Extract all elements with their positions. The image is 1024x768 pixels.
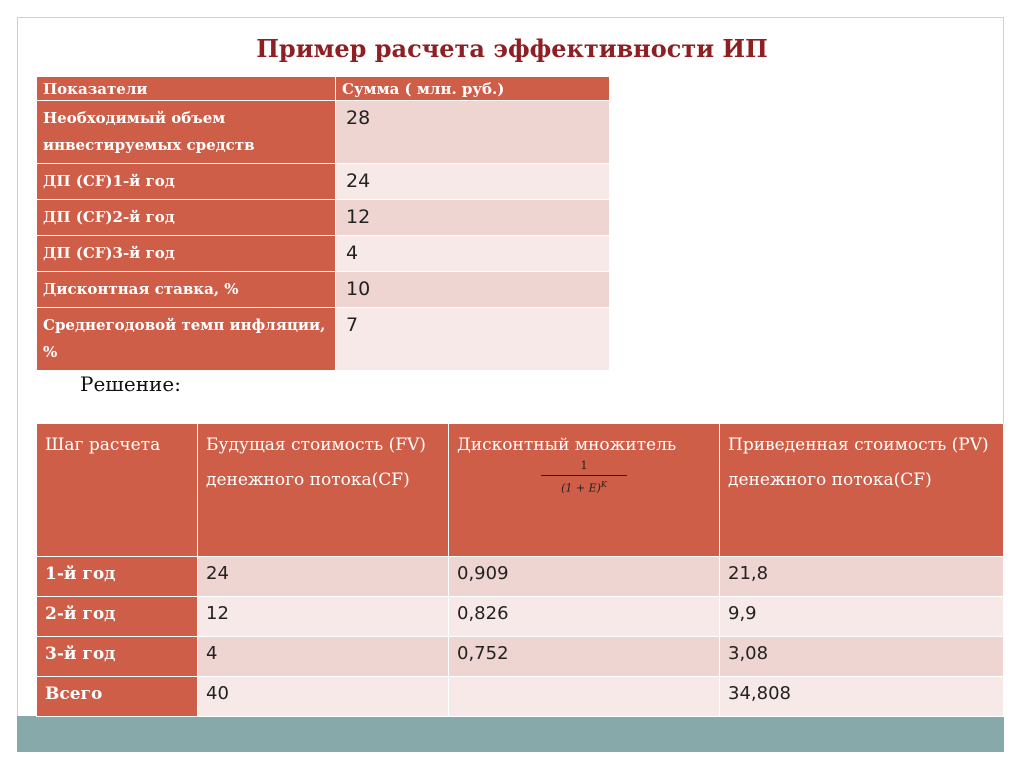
table-row (37, 236, 610, 272)
formula-numerator: 1 (580, 459, 588, 472)
formula-fraction-bar (541, 475, 627, 476)
row-label: Необходимый объем инвестируемых средств (37, 101, 336, 164)
solution-label: Решение: (80, 372, 181, 396)
header-amount: Сумма ( млн. руб.) (336, 77, 610, 101)
row-fv: 4 (198, 637, 449, 677)
header-present-value: Приведенная стоимость (PV) денежного потока(CF) (720, 424, 1004, 557)
row-value: 7 (336, 308, 610, 371)
row-step: 2-й год (37, 597, 198, 637)
discount-formula (457, 459, 711, 496)
table-row (37, 308, 610, 371)
row-value: 12 (336, 200, 610, 236)
row-pv: 21,8 (720, 557, 1004, 597)
header-future-value: Будущая стоимость (FV) денежного потока(CF) (198, 424, 449, 557)
header-discount-factor (449, 424, 720, 557)
row-pv: 3,08 (720, 637, 1004, 677)
table-row (37, 637, 1004, 677)
row-value: 24 (336, 164, 610, 200)
header-step: Шаг расчета (37, 424, 198, 557)
row-fv: 24 (198, 557, 449, 597)
header-indicators: Показатели (37, 77, 336, 101)
row-value: 4 (336, 236, 610, 272)
calculation-table (36, 423, 1004, 717)
table-row (37, 164, 610, 200)
row-step: 1-й год (37, 557, 198, 597)
row-value: 28 (336, 101, 610, 164)
table-header-row (37, 77, 610, 101)
row-factor: 0,909 (449, 557, 720, 597)
row-step: 3-й год (37, 637, 198, 677)
row-label: ДП (CF)2-й год (37, 200, 336, 236)
slide-title: Пример расчета эффективности ИП (256, 34, 768, 63)
table-row (37, 557, 1004, 597)
indicators-table (36, 76, 610, 371)
row-fv: 12 (198, 597, 449, 637)
row-label: ДП (CF)1-й год (37, 164, 336, 200)
table-header-row (37, 424, 1004, 557)
table-row (37, 677, 1004, 717)
bottom-bar (17, 716, 1004, 752)
row-label: Дисконтная ставка, % (37, 272, 336, 308)
table-row (37, 597, 1004, 637)
table-row (37, 272, 610, 308)
row-label: ДП (CF)3-й год (37, 236, 336, 272)
formula-denominator: $(1 + E)^K$ (561, 480, 607, 495)
row-factor: 0,752 (449, 637, 720, 677)
row-pv: 34,808 (720, 677, 1004, 717)
header-discount-factor-label: Дисконтный множитель (457, 435, 677, 455)
row-value: 10 (336, 272, 610, 308)
row-fv: 40 (198, 677, 449, 717)
table-row (37, 200, 610, 236)
row-factor (449, 677, 720, 717)
formula-exponent: K (600, 480, 607, 489)
row-label: Среднегодовой темп инфляции, % (37, 308, 336, 371)
row-pv: 9,9 (720, 597, 1004, 637)
row-factor: 0,826 (449, 597, 720, 637)
table-row (37, 101, 610, 164)
row-step: Всего (37, 677, 198, 717)
